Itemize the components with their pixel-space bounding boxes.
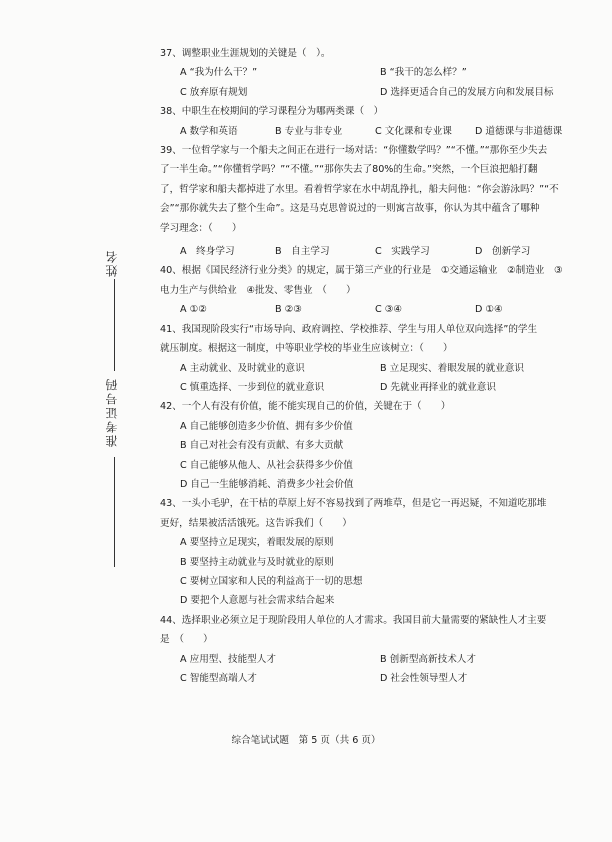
option-b: B 专业与非专业 (275, 125, 343, 137)
question-stem-line: 就压制度。根据这一制度，中等职业学校的毕业生应该树立：（ ） (160, 343, 453, 355)
option-d: D 创新学习 (475, 246, 531, 258)
option-c: C 文化课和专业课 (375, 125, 452, 137)
question-stem-line: 43、一头小毛驴，在干枯的草原上好不容易找到了两堆草，但是它一再迟疑，不知道吃那堆 (160, 498, 547, 510)
question-stem-line: 了，哲学家和船夫都掉进了水里。看着哲学家在水中胡乱挣扎，船夫问他：“你会游泳吗？”“不 (160, 183, 559, 195)
question-stem-line: 学习理念：（ ） (160, 222, 242, 234)
option-a: A 自己能够创造多少价值、拥有多少价值 (180, 420, 353, 432)
option-d: D 道德课与非道德课 (475, 125, 563, 137)
option-b: B 要坚持主动就业与及时就业的原则 (180, 556, 334, 568)
option-a: A ①② (180, 304, 207, 316)
option-d: D 要把个人意愿与社会需求结合起来 (180, 595, 335, 607)
question-39 (160, 141, 600, 261)
option-d: D 社会性领导型人才 (380, 673, 468, 684)
option-d: D ①④ (475, 304, 503, 316)
option-a: A “我为什么干？” (180, 67, 258, 79)
option-b: B “我干的怎么样？” (380, 67, 467, 79)
option-a: A 主动就业、及时就业的意识 (180, 362, 305, 374)
option-a: A 要坚持立足现实，着眼发展的原则 (180, 537, 334, 549)
page-footer: 综合笔试试题 第 5 页（共 6 页） (231, 735, 381, 746)
question-stem: 37、调整职业生涯规划的关键是（ ）。 (160, 48, 331, 59)
option-a: A 应用型、技能型人才 (180, 653, 276, 665)
question-stem-line: 会”“那你就失去了整个生命”。这是马克思曾说过的一则寓言故事，你认为其中蕴含了哪种 (160, 203, 540, 215)
question-44 (160, 611, 600, 689)
question-stem-line: 40、根据《国民经济行业分类》的规定，属于第三产业的行业是 ①交通运输业 ②制造业 ③ (160, 265, 563, 277)
option-a: A 数学和英语 (180, 125, 238, 137)
option-c: C ③④ (375, 304, 402, 316)
option-c: C 智能型高端人才 (180, 673, 257, 684)
question-stem-line: 了一半生命。”“你懂哲学吗？”“不懂。”“那你失去了80%的生命。”突然，一个巨浪把船打翻 (160, 164, 538, 176)
question-38 (160, 102, 600, 141)
question-list (160, 44, 600, 688)
option-d: D 先就业再择业的就业意识 (380, 381, 496, 393)
option-b: B 自主学习 (275, 246, 330, 258)
option-c: C 自己能够从他人、从社会获得多少价值 (180, 459, 353, 471)
name-label: 姓名 (105, 249, 119, 277)
option-d: D 自己一生能够消耗、消费多少社会价值 (180, 478, 354, 490)
question-stem-line: 是 （ ） (160, 634, 213, 646)
option-c: C 要树立国家和人民的利益高于一切的思想 (180, 575, 363, 587)
exam-number-label: 准考证号码 (105, 377, 119, 447)
option-a: A 终身学习 (180, 246, 235, 258)
question-40 (160, 261, 600, 319)
name-blank-line (114, 279, 115, 371)
question-stem-line: 39、一位哲学家与一个船夫之间正在进行一场对话：“你懂数学吗？”“不懂。”“那你至少失去 (160, 145, 548, 157)
option-b: B ②③ (275, 304, 302, 316)
option-b: B 创新型高新技术人才 (380, 653, 476, 665)
question-41 (160, 320, 600, 398)
question-stem-line: 41、我国现阶段实行“市场导向、政府调控、学校推荐、学生与用人单位双向选择”的学生 (160, 323, 538, 335)
question-42 (160, 397, 600, 494)
question-37 (160, 44, 600, 102)
question-stem-line: 44、选择职业必须立足于现阶段用人单位的人才需求。我国目前大量需要的紧缺性人才主要 (160, 614, 547, 626)
exam-number-blank-line (114, 457, 115, 567)
option-b: B 立足现实、着眼发展的就业意识 (380, 362, 524, 374)
question-43 (160, 494, 600, 610)
option-c: C 放弃原有规划 (180, 86, 248, 98)
option-b: B 自己对社会有没有贡献、有多大贡献 (180, 440, 344, 452)
question-stem-line: 电力生产与供给业 ④批发、零售业 （ ） (160, 284, 356, 296)
candidate-info-strip (95, 245, 129, 575)
question-stem-line: 更好，结果被活活饿死。这告诉我们（ ） (160, 517, 352, 529)
option-c: C 慎重选择、一步到位的就业意识 (180, 381, 325, 393)
question-stem: 42、一个人有没有价值，能不能实现自己的价值，关键在于（ ） (160, 401, 451, 413)
option-c: C 实践学习 (375, 246, 430, 258)
option-d: D 选择更适合自己的发展方向和发展目标 (380, 86, 554, 98)
question-stem: 38、中职生在校期间的学习课程分为哪两类课（ ） (160, 106, 384, 118)
